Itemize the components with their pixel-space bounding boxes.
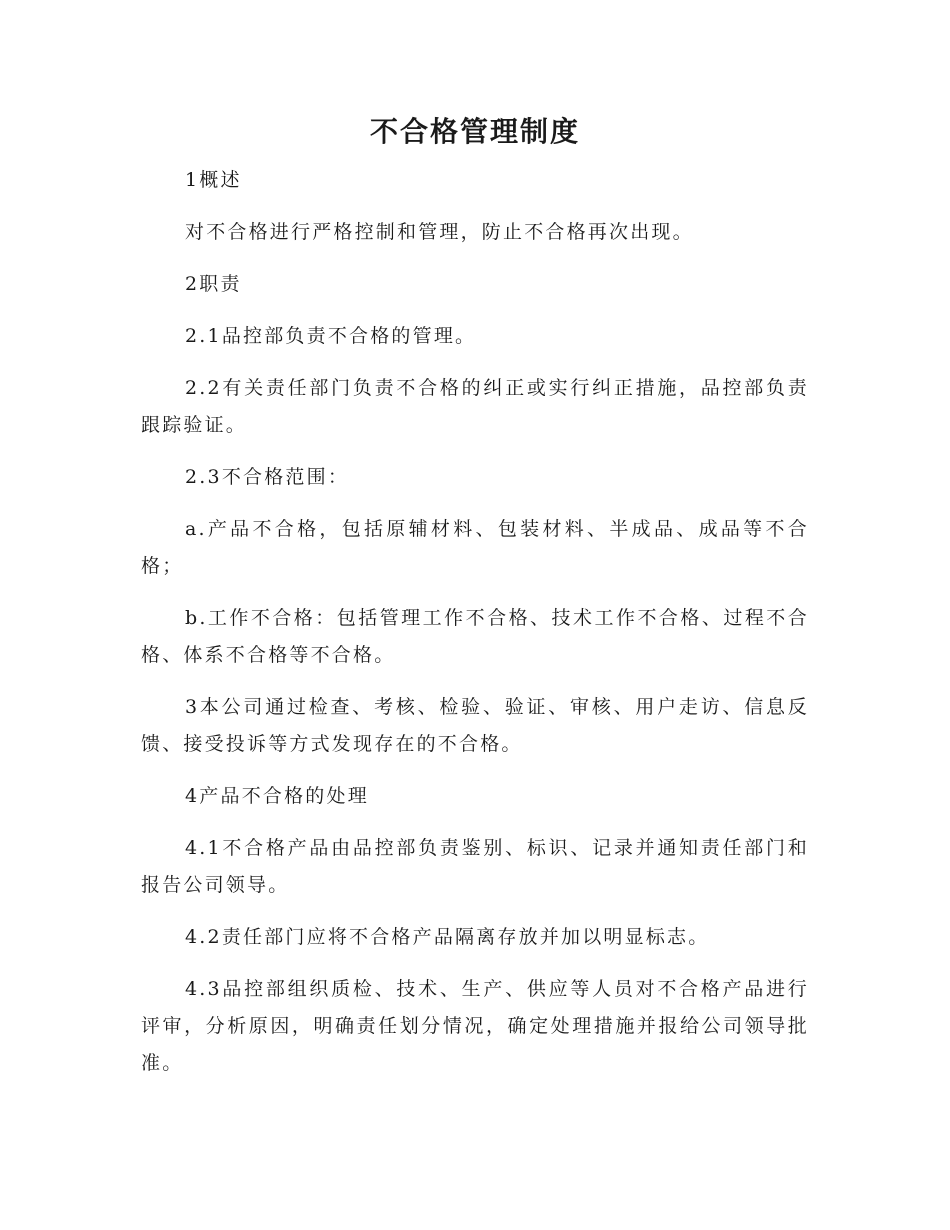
paragraph: 2.3不合格范围：: [185, 466, 350, 488]
paragraph: b.工作不合格：包括管理工作不合格、技术工作不合格、过程不合格、体系不合格等不合格。: [141, 607, 809, 666]
paragraph: 2.1品控部负责不合格的管理。: [185, 325, 477, 347]
paragraph: 3本公司通过检查、考核、检验、验证、审核、用户走访、信息反馈、接受投诉等方式发现存在的不合格。: [141, 696, 809, 755]
document-body: [141, 162, 809, 1097]
document-title: 不合格管理制度: [369, 115, 580, 148]
paragraph: 4产品不合格的处理: [185, 785, 369, 807]
paragraph: 对不合格进行严格控制和管理，防止不合格再次出现。: [185, 221, 694, 243]
paragraph: 4.2责任部门应将不合格产品隔离存放并加以明显标志。: [185, 926, 710, 948]
paragraph: 4.3品控部组织质检、技术、生产、供应等人员对不合格产品进行评审，分析原因，明确责任划分情况，确定处理措施并报给公司领导批准。: [141, 978, 809, 1074]
paragraph: 1概述: [185, 169, 242, 191]
paragraph: a.产品不合格，包括原辅材料、包装材料、半成品、成品等不合格；: [141, 518, 809, 577]
paragraph: 2.2有关责任部门负责不合格的纠正或实行纠正措施，品控部负责跟踪验证。: [141, 377, 809, 436]
paragraph: 4.1不合格产品由品控部负责鉴别、标识、记录并通知责任部门和报告公司领导。: [141, 837, 809, 896]
paragraph: 2职责: [185, 273, 242, 295]
